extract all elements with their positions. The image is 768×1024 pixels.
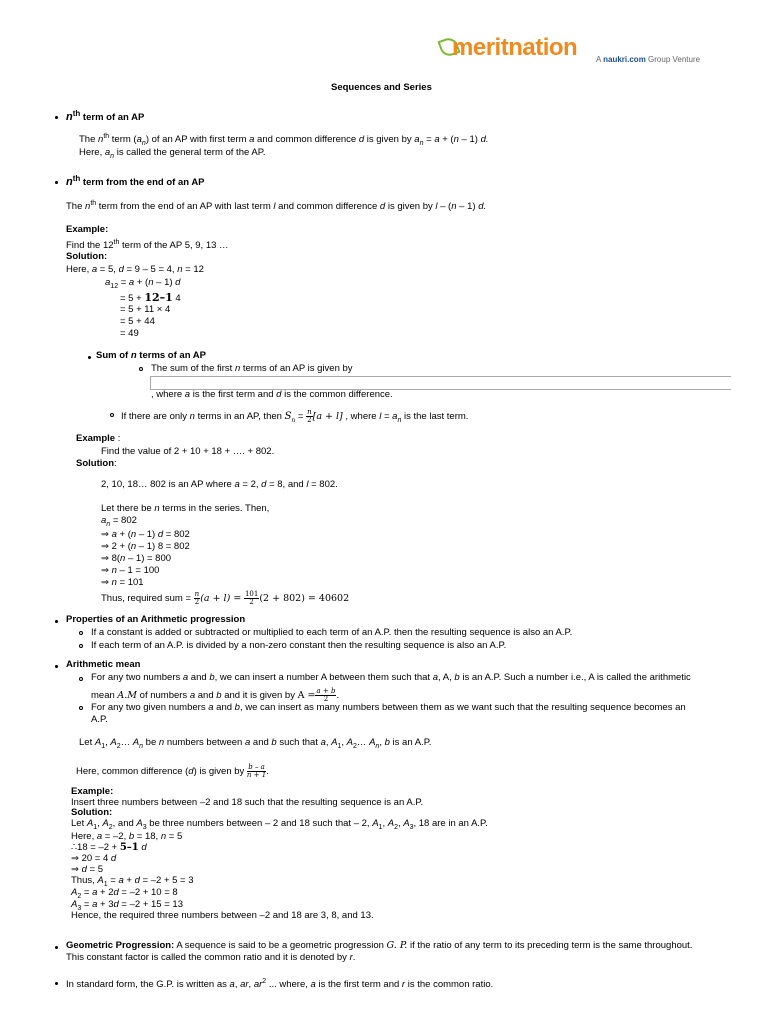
example-label: Example : (76, 433, 121, 444)
solution-line: Thus, $A_1 = a + d = -2 + 5 = 3$ (71, 875, 194, 888)
example-question: Find the value of 2 + 10 + 18 + …. + 802. (101, 446, 275, 457)
sub-bullet (79, 631, 83, 635)
solution-result: Thus, required sum = $\frac{n}{2}$ (a + l) = $\frac{101}{2}$ (2 + 802) = 40602 (101, 590, 350, 606)
solution-step: = 49 (120, 328, 139, 339)
gp-standard-form: In standard form, the G.P. is written as a, ar, $ar^2$ ... where, a is the first term and r is the common ratio. (66, 978, 494, 991)
section-heading-arithmetic-mean: Arithmetic mean (66, 659, 141, 670)
sub-bullet (110, 413, 114, 417)
solution-line: 2, 10, 18… 802 is an AP where a = 2, d = 8, and l = 802. (101, 479, 338, 490)
example-label: Example: (66, 224, 109, 235)
solution-given: Here, a = 5, d = 9 – 5 = 4, n = 12 (66, 264, 204, 275)
property-item: If each term of an A.P. is divided by a non-zero constant then the resulting sequence is also an A.P. (91, 640, 507, 651)
solution-step: ⇒ n = 101 (101, 577, 144, 588)
sum-formula-intro: The sum of the first n terms of an AP is given by (151, 363, 353, 374)
logo-tagline: A naukri.com Group Venture (596, 55, 701, 64)
solution-line: $A_2 = a + 2d = -2 + 10 = 8$ (71, 887, 178, 900)
solution-step: = 5 + 44 (120, 316, 155, 327)
section-heading-properties: Properties of an Arithmetic progression (66, 614, 246, 625)
solution-step: ⇒ n – 1 = 100 (101, 565, 160, 576)
bullet (55, 665, 58, 668)
bullet (55, 181, 58, 184)
am-line: Let $A_1$, $A_2\dots$ $A_n$ be n numbers between a and b such that a, $A_1$, $A_2\dots$ $A_n$, b is an A.P. (79, 737, 432, 750)
solution-line: Let $A_1$, $A_2$, and $A_3$ be three numbers between – 2 and 18 such that – 2, $A_1$, $A_2$, $A_3$, 18 are in an A.P. (71, 818, 488, 831)
solution-line: Hence, the required three numbers between –2 and 18 are 3, 8, and 13. (71, 910, 374, 921)
solution-step: $a_{12} = a + (n - 1)$ d (105, 277, 181, 290)
solution-label: Solution: (66, 251, 108, 262)
solution-line: Let there be n terms in the series. Then, (101, 503, 270, 514)
solution-step: ⇒ 2 + (n – 1) 8 = 802 (101, 541, 190, 552)
general-term-note: Here, $a_n$ is called the general term of the AP. (79, 147, 266, 160)
page-title: Sequences and Series (331, 82, 432, 93)
sub-bullet (79, 706, 83, 710)
am-definition-cont: mean A.M of numbers a and b and it is given by A = $\frac{a + b}{2}$ . (91, 687, 340, 703)
logo-brand: meritnation (452, 34, 578, 61)
solution-line: ⇒ d = 5 (71, 864, 104, 875)
section-heading-nth-term: $n^{th}$ term of an AP (66, 109, 145, 124)
gp-definition: Geometric Progression: A sequence is said to be a geometric progression G. P. if the ratio of any term to its preceding term is the same throughout. (66, 940, 693, 951)
bullet (55, 982, 58, 985)
bullet (55, 620, 58, 623)
am-definition: For any two numbers a and b, we can insert a number A between them such that a, A, b is an A.P. Such a number i.e., A is called the arithmetic (91, 672, 691, 683)
example-question: Insert three numbers between –2 and 18 such that the resulting sequence is an A.P. (71, 797, 424, 808)
solution-line: $A_3 = a + 3d = -2 + 15 = 13$ (71, 899, 183, 912)
sum-last-term-formula: If there are only n terms in an AP, then $S_n$ = $\frac{n}{2}$ [a + l] , where $l = a_n$ is the last term. (121, 408, 469, 425)
example-question: Find the 12th term of the AP 5, 9, 13 … (66, 239, 229, 252)
solution-label: Solution: (76, 458, 117, 469)
sub-bullet (79, 644, 83, 648)
section-heading-nth-term-end: $n^{th}$ term from the end of an AP (66, 174, 205, 189)
solution-step: = 5 + 11 × 4 (120, 304, 171, 315)
nth-term-end-definition: The $n^{th}$ term from the end of an AP with last term l and common difference d is given by l – (n – 1) d. (66, 200, 487, 213)
bullet (88, 356, 91, 359)
am-common-difference: Here, common difference (d) is given by $\frac{b - a}{n + 1}$ . (76, 763, 269, 779)
solution-step: ⇒ a + (n – 1) d = 802 (101, 529, 190, 540)
example-label: Example: (71, 786, 114, 797)
solution-step: ⇒ 8(n – 1) = 800 (101, 553, 172, 564)
sub-bullet (139, 367, 143, 371)
solution-step: $a_n = 802$ (101, 515, 137, 528)
nth-term-definition: The $n^{th}$ term $(a_n)$ of an AP with first term a and common difference d is given by $a_n = a + (n - 1)$ d. (79, 133, 489, 148)
gp-common-ratio: This constant factor is called the common ratio and it is denoted by r. (66, 952, 356, 963)
solution-line: Here, a = –2, b = 18, n = 5 (71, 831, 183, 842)
sum-formula-note: , where a is the first term and d is the common difference. (151, 389, 393, 400)
am-insert-many-cont: A.P. (91, 714, 108, 725)
solution-line: ⇒ 20 = 4 d (71, 853, 117, 864)
bullet (55, 946, 58, 949)
property-item: If a constant is added or subtracted or multiplied to each term of an A.P. then the resulting sequence is also an A.P. (91, 627, 573, 638)
sub-bullet (79, 677, 83, 681)
section-heading-sum: Sum of n terms of an AP (96, 350, 206, 361)
solution-step: = 5 + 12–1 4 (120, 291, 181, 304)
am-insert-many: For any two given numbers a and b, we can insert as many numbers between them as we want such that the resulting sequence becomes an (91, 702, 686, 713)
solution-line: ∴18 = –2 + 5–1 d (71, 842, 147, 853)
bullet (55, 116, 58, 119)
solution-label: Solution: (71, 807, 113, 818)
formula-image-placeholder (150, 376, 731, 390)
